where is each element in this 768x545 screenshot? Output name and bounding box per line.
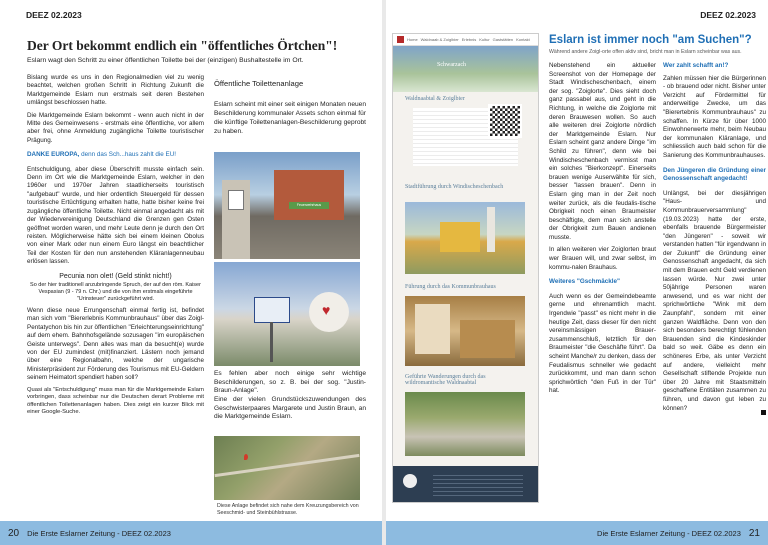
church-tower	[487, 207, 495, 252]
screenshot-nav-item: Gaststätten	[492, 37, 514, 42]
left-col2-p1: Eslarn scheint mit einer seit einigen Monaten neuen Beschilderung kommunaler Assets schon einmal für die künftige Toilettenanlagen-Beschilderung geprobt zu haben.	[214, 101, 366, 135]
screenshot-nav-item: Kontakt	[516, 37, 530, 42]
right-header: DEEZ 02.2023	[622, 8, 762, 23]
screenshot-sec3-title: Führung durch das Kommunbrauhaus	[405, 284, 496, 290]
website-screenshot	[392, 33, 539, 503]
left-blue-line	[27, 151, 204, 159]
right-col1-blue: Weiteres "Gschmäckle"	[549, 278, 620, 286]
left-col2-p3: Eine der vielen Grundstückszuwendungen des Geschwisterpaares Margarete und Justin Braun, an die Marktgemeinde Eslarn.	[214, 396, 366, 421]
screenshot-photo-brewhouse	[405, 296, 525, 366]
right-col1-p1: Nebenstehend ein aktueller Screenshot von der Homepage der Stadt Windischeschenbach, einem der sog. "Zoiglorte". Dies sieht doch ganz passabel aus, und geht in die Richtung, in welche die Zoiglorte mit deren Brauwesen wollen. So auch alle weiteren drei Zoiglorte nördlich der Marktgemeinde Eslarn. Nur Eslarn scheint ganz andere Dinge "im Schild zu führen", denn wie bei Windischeschenbach vermisst man ein solches "Bierkonzept". Einerseits brauen wenige Auserwählte für sich, besser "lassen brauen". Denn in Eslarn ging man in der Zeit noch weiter zurück, als die feudalis-tische Obrigkeit noch einen Braumeister beschäftigte, dem man sich anstelle der Obrigkeit zum Bauen andienen musste.	[549, 62, 656, 241]
left-col1-p1: Bislang wurde es uns in den Regionalmedien viel zu wenig beachtet, welchen großen Schritt in Richtung Zukunft die Marktgemeinde Eslarn nun erstmals seit deren Bestehen umlängst beschlossen hatte.	[27, 74, 204, 107]
square-end-icon	[761, 410, 766, 415]
left-col1-p4: Wenn diese neue Errungenschaft einmal fertig ist, befindet man sich vom "Biererlebnis Kommunbrauhaus" über das Zoigl-Pentatychon bis hin zur öffentlichen "Erleichterungseinrichtung" auf dem ehem. Bahnhofsgelände sozusagen "im europäischen Geiste unterwegs". Denn alles was man da besucht(e) wurde von der EU zumindest (mit)finanziert. Lästern noch jemand über eine Regionalbahn, welche der ungarische Ministerpräsident zur Förderung des Tourismus mit EU-Geldern seinem Heimatort spendiert haben soll?	[27, 306, 204, 382]
city-crest-icon	[397, 36, 404, 43]
left-blue-b: denn das Sch...haus zahlt die EU!	[79, 151, 176, 159]
left-col1	[27, 74, 204, 421]
screenshot-photo-town	[405, 202, 525, 274]
right-col1-p3: Auch wenn es der Gemeindebeamte gerne und ehrenamtlich macht. Irgendwie "passt" es nicht mehr in die heutige Zeit, dass dieser für den nicht vereinsmässigen Brauer-zusammenschluß, letztlich für den Braumeister "die Geschäfte führt". Da scheint Manche/r zu denken, dass der Feudalismus schneller wie gedacht zurückkommt, und man dann schon sprichwörtlich "den Fuß in der Tür" hat.	[549, 292, 656, 395]
right-col1-p2: In allen weiteren vier Zoiglorten braut wer Brauen will, und zwar selbst, im kommu-nalen Brauhaus.	[549, 246, 656, 271]
left-page	[0, 0, 382, 545]
screenshot-nav-item: Erlebnis	[461, 37, 477, 42]
fire-station-sign: Feuerwehrhaus	[289, 202, 329, 209]
left-quote-body: So der hier traditionell anzubringende Spruch, der auf den röm. Kaiser Vespasian (9 - 79 n. Chr.) und die von ihm erstmals eingeführte "Urinsteuer" zurückgeführt wird.	[30, 281, 201, 302]
screenshot-nav	[407, 37, 533, 42]
right-col2-blue1: Wer zahlt schafft an!?	[663, 62, 729, 69]
left-footer-text: Die Erste Eslarner Zeitung - DEEZ 02.2023	[27, 528, 171, 538]
screenshot-sec2-title: Stadtführung durch Windischeschenbach	[405, 184, 504, 190]
left-quote-title: Pecunia non olet! (Geld stinkt nicht!)	[59, 272, 172, 280]
footer-text-lines	[433, 472, 523, 498]
signpost-pole	[270, 322, 273, 362]
screenshot-nav-item: Waldnaab & Zoiglbier	[420, 37, 459, 42]
map-road	[215, 454, 360, 477]
right-title: Eslarn ist immer noch "am Suchen"?	[549, 34, 752, 46]
left-blue-a: DANKE EUROPA,	[27, 151, 80, 159]
right-col2	[663, 62, 766, 417]
screenshot-topbar	[393, 34, 538, 46]
screenshot-sec1-title: Waldnaabtal & Zoiglbier	[405, 96, 465, 102]
screenshot-sec4	[405, 374, 515, 388]
heart-icon: ♥	[322, 302, 331, 318]
left-subtitle: Eslarn wagt den Schritt zu einer öffentlichen Toilette bei der (einzigen) Bushaltestelle im Ort.	[27, 57, 304, 64]
wall-sign	[228, 190, 244, 210]
left-col1-p3: Entschuldigung, aber diese Überschrift musste einfach sein. Denn im Ort wie die Marktgemeinde Eslarn, welcher in den 1960er und 1970er Jahren staatlicherseits touristisch "aufgebaut" wurde, und hier ordentlich Steuergeld für dessen touristische Ertüchtigung erhalten hatte, hatte bisher keine frei zugängliche öffentliche Toilette. Nicht einmal angedacht als mit der Wiedervereinigung Deutschland die Grenzen gen Osten geöffnet worden waren, und mehr Leute denn je durch den Ort reisten. Möglicherweise hätte sich bei einem kleinen Obolus von einer Mark oder nun einem Euro längst ein beachtlicher Teil der Kosten für den nun anstehenden Kläranlagenneubau erlösen lassen.	[27, 165, 204, 266]
right-footer-text: Die Erste Eslarner Zeitung - DEEZ 02.2023	[597, 528, 741, 538]
aerial-map-photo	[214, 436, 360, 500]
screenshot-sec2	[405, 184, 515, 192]
left-footer	[0, 521, 382, 545]
screenshot-banner	[393, 46, 538, 92]
screenshot-photo-valley	[405, 392, 525, 456]
left-title: Der Ort bekommt endlich ein "öffentliches Örtchen"!	[27, 38, 338, 53]
right-col2-p2: Unlängst, bei der diesjährigen "Haus- und Kommunbrauerversammlung" (19.03.2023) hatte der erste, ebenfalls brauende Bürgermeister "den Jüngeren" - soweit wir verstanden hatten "für irgendwann in der Zukunft" die Gründung einer Genossenschaft angedacht, da sich mit dem Brauen echt Geld verdienen lassen würde. Nur zwei unter 50jährige Personen waren anwesend, und es war nicht der sprichwörtliche "Wink mit dem Zaunpfahl", sondern mit einer ganzen Waldfläche. Denn von den sich besonders berechtigt fühlenden Brauenden sind die Kindeskinder bald so weit. Gäbe es denn ein schöneres Erbe, als unter Verzicht auf andere, vielleicht mehr Gesellschaft stiftende Projekte nun über 20 Jahre mit Staatsmitteln geschaffene Entitäten zusammen zu führen, und davon gut leben zu können?	[663, 189, 766, 412]
map-caption: Diese Anlage befindet sich nahe dem Kreuzungsbereich von Seeschmid- und Steinbühlstrasse.	[217, 503, 359, 516]
screenshot-nav-item: Kultur	[479, 37, 490, 42]
screenshot-sec4-title: Geführte Wanderungen durch das wildromantische Waldnaabtal	[405, 374, 486, 386]
right-col2-p1: Zahlen müssen hier die Bürgerinnen - ob brauend oder nicht. Bisher unter Verzicht auf Fördermittel für anderweitige Zwecke, um das "Bierertebnis Kommunbrauhaus" zu schaffen. In Kürze für über 1000 Einwohnerwerte mehr, beim Neubau der kommunalen Kläranlage, und schliesslich auch bald schon für die Sanierung des Kommunbrauhauses.	[663, 74, 766, 159]
right-col1	[549, 62, 656, 400]
right-footer	[386, 521, 768, 545]
signpost-photo	[214, 262, 360, 366]
screenshot-sec3	[405, 284, 515, 292]
yellow-house	[440, 222, 480, 252]
right-subtitle: Während andere Zoigl-orte offen aktiv sind, bricht man in Eslarn scheinbar was aus.	[549, 49, 742, 55]
map-pin-icon	[244, 454, 248, 460]
brew-kettle	[460, 320, 515, 358]
left-col2-p2: Es fehlen aber noch einige sehr wichtige Beschilderungen, so z. B. bei der sog. "Justin-Braun-Anlage".	[214, 370, 366, 395]
screenshot-footer	[393, 466, 539, 503]
footer-crest-icon	[403, 474, 417, 488]
right-page	[386, 0, 768, 545]
screenshot-logo: Schwarzach	[437, 62, 466, 68]
left-col2-head: Öffentliche Toilettenanlage	[214, 79, 304, 88]
right-col2-blue2: Den Jüngeren die Gründung einer Genossenschaft angedacht!	[663, 166, 766, 183]
right-page-number: 21	[748, 527, 760, 539]
left-page-number: 20	[8, 527, 20, 539]
signpost-board	[254, 297, 290, 323]
left-col1-p2: Die Marktgemeinde Eslarn bekommt - wenn auch nicht in der Mitte des Gemeinwesens - erstmals eine öffentliche, vor allem aber frei, ohne Anmeldung zugängliche Toilette touristischer Prägung.	[27, 111, 204, 144]
fire-station-building	[274, 170, 344, 220]
left-header: DEEZ 02.2023	[20, 8, 160, 23]
qr-code-icon	[488, 104, 522, 138]
screenshot-nav-item: Home	[407, 37, 418, 42]
brewhouse-sign	[415, 304, 450, 354]
building-sign-photo	[214, 152, 360, 259]
screenshot-sec1	[405, 96, 515, 104]
left-col1-p5: Quasi als "Entschuldigung" muss man für die Marktgemeinde Eslarn vorbringen, dass scheinbar nur die Deutschen derart Probleme mit öffentlichen Toilettenanlagen haben. Dies zeigt ein kurzer Blick mit einer Google-Suche.	[27, 386, 204, 416]
